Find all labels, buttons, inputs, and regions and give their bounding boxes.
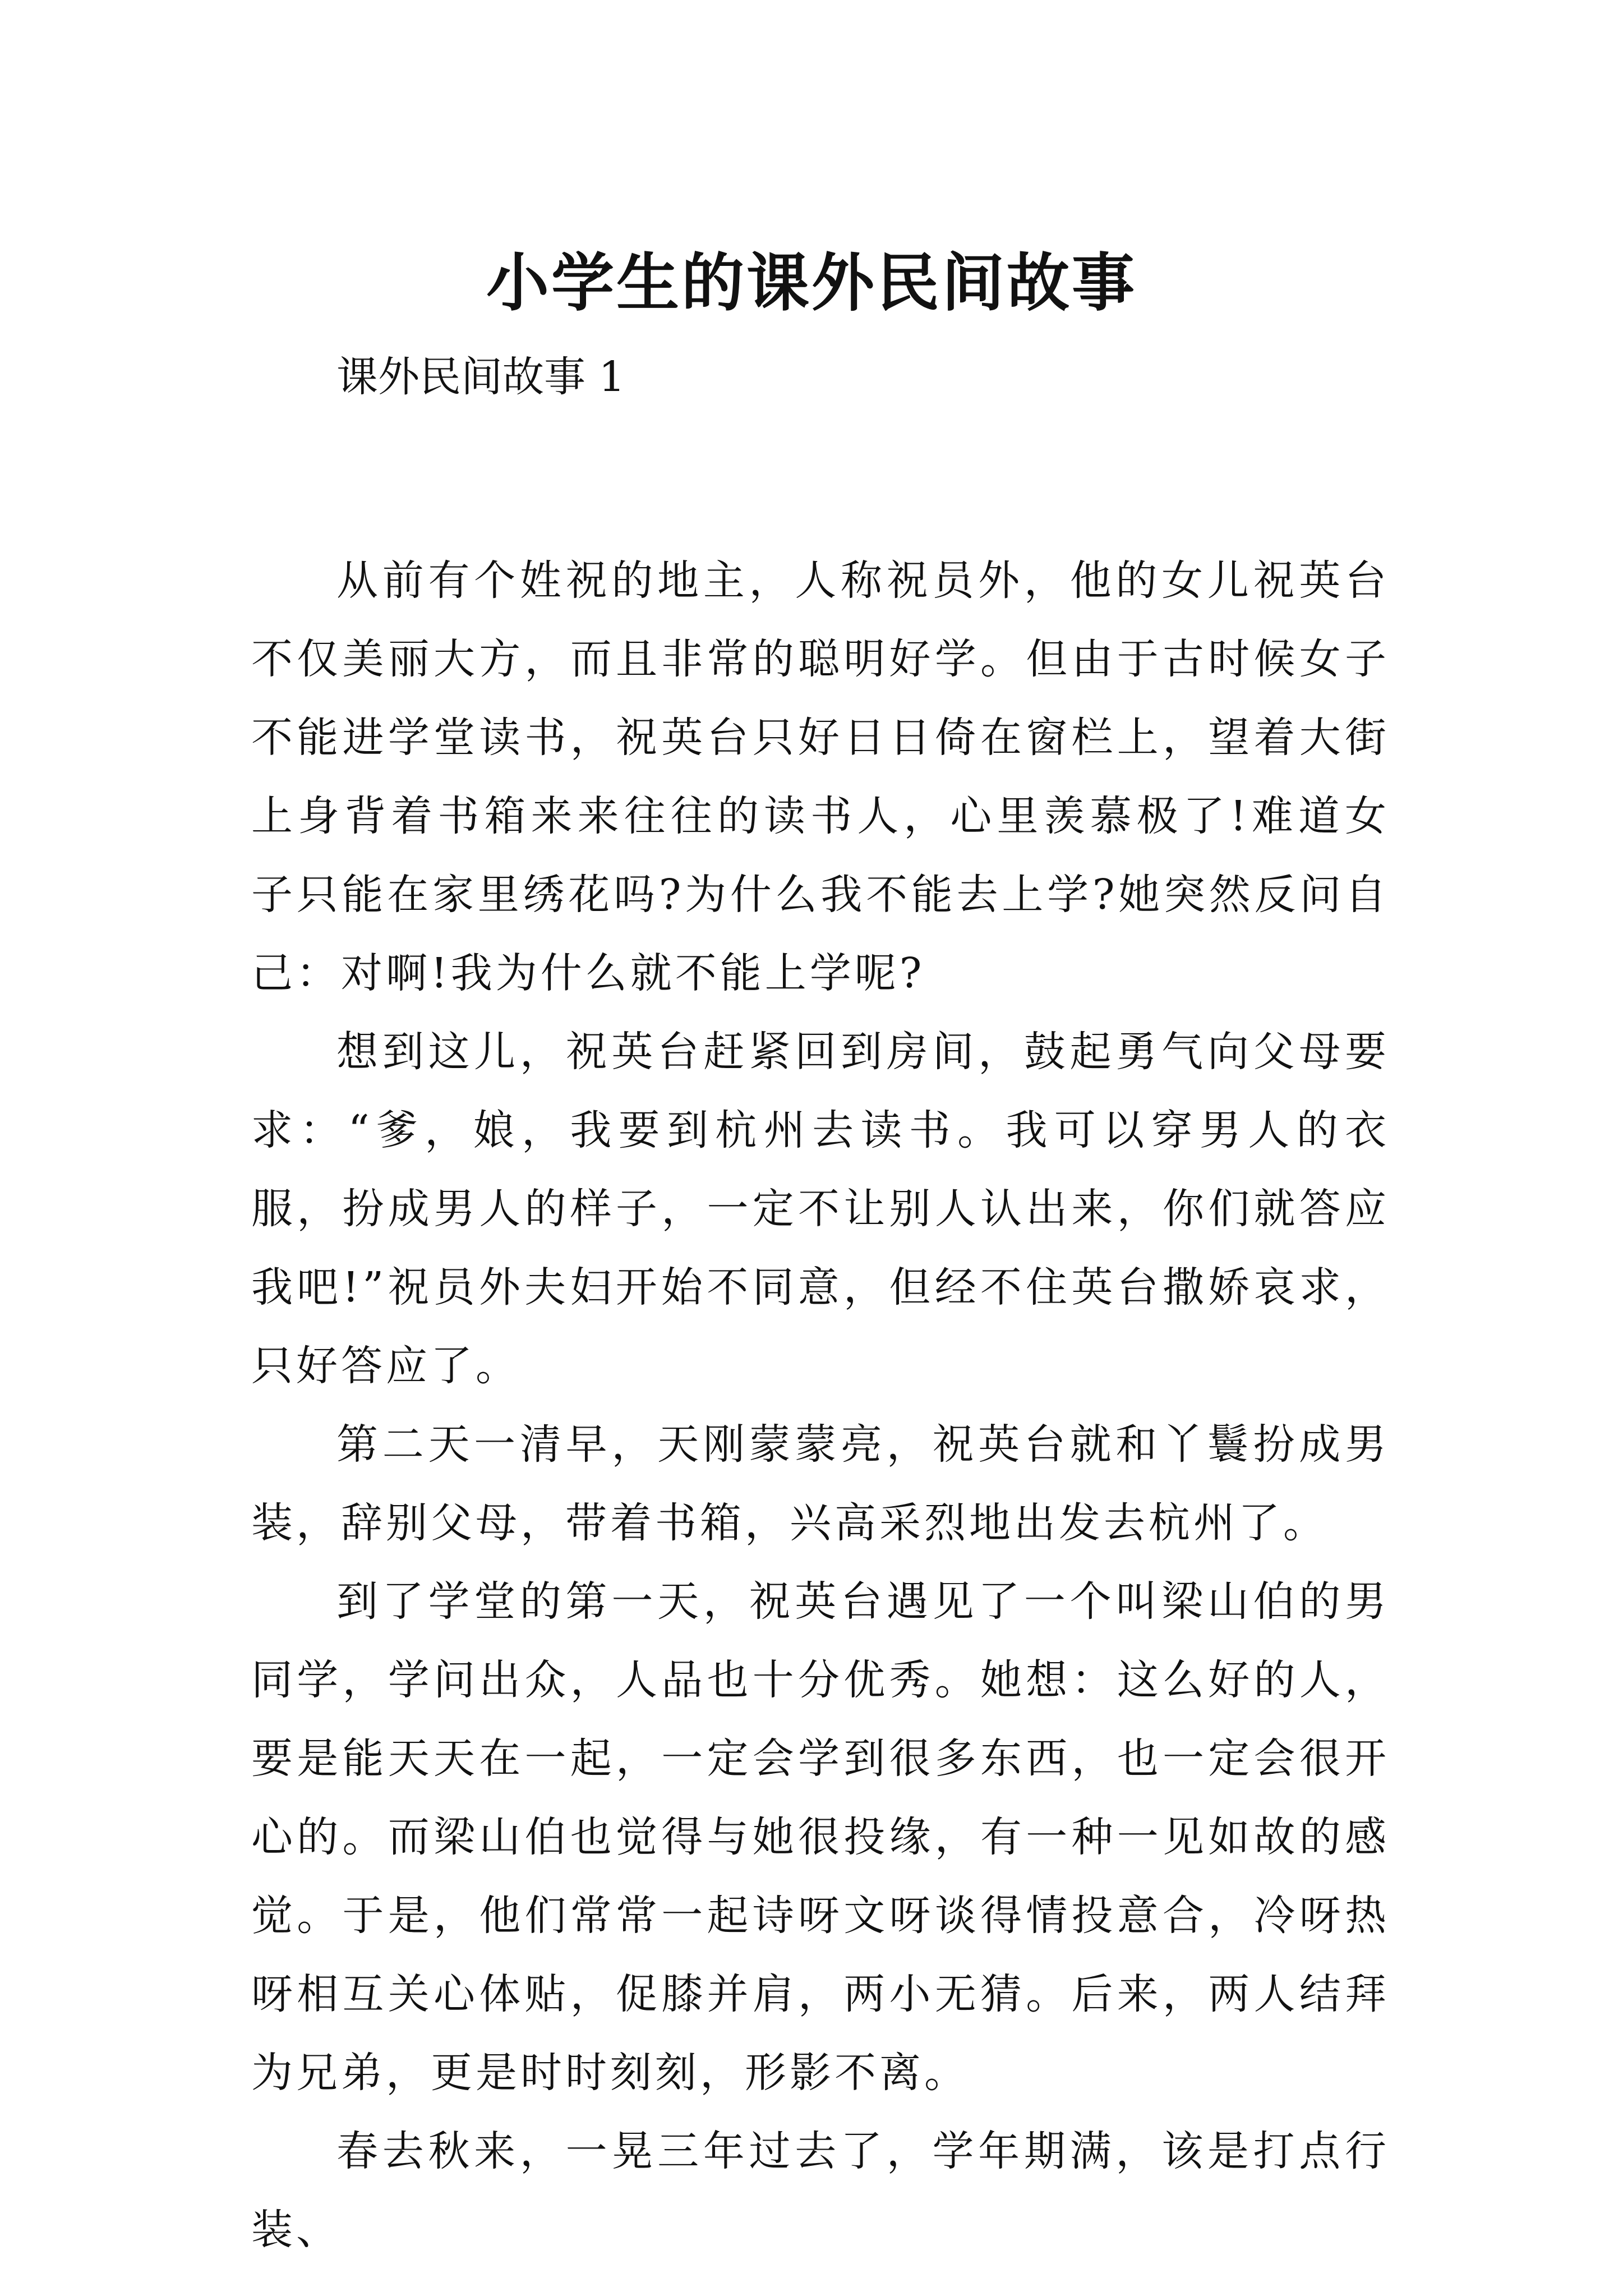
paragraph-1: 从前有个姓祝的地主，人称祝员外，他的女儿祝英台不仅美丽大方，而且非常的聪明好学。但由于古时候女子不能进学堂读书，祝英台只好日日倚在窗栏上，望着大街上身背着书箱来来往往的读书人，心里羡慕极了!难道女子只能在家里绣花吗?为什么我不能去上学?她突然反问自己：对啊!我为什么就不能上学呢? — [251, 556, 1390, 997]
paragraph-3: 第二天一清早，天刚蒙蒙亮，祝英台就和丫鬟扮成男装，辞别父母，带着书箱，兴高采烈地出发去杭州了。 — [251, 1420, 1390, 1547]
paragraph-4: 到了学堂的第一天，祝英台遇见了一个叫梁山伯的男同学，学问出众，人品也十分优秀。她想：这么好的人，要是能天天在一起，一定会学到很多东西，也一定会很开心的。而梁山伯也觉得与她很投缘，有一种一见如故的感觉。于是，他们常常一起诗呀文呀谈得情投意合，冷呀热呀相互关心体贴，促膝并肩，两小无猜。后来，两人结拜为兄弟，更是时时刻刻，形影不离。 — [251, 1577, 1390, 2097]
story-body — [251, 541, 1390, 2269]
paragraph-5: 春去秋来，一晃三年过去了，学年期满，该是打点行装、 — [251, 2127, 1390, 2254]
section-heading: 课外民间故事 1 — [336, 353, 625, 401]
document-title: 小学生的课外民间故事 — [486, 246, 1137, 320]
paragraph-2: 想到这儿，祝英台赶紧回到房间，鼓起勇气向父母要求：“爹，娘，我要到杭州去读书。我可以穿男人的衣服，扮成男人的样子，一定不让别人认出来，你们就答应我吧!”祝员外夫妇开始不同意，但经不住英台撒娇哀求，只好答应了。 — [251, 1028, 1390, 1390]
